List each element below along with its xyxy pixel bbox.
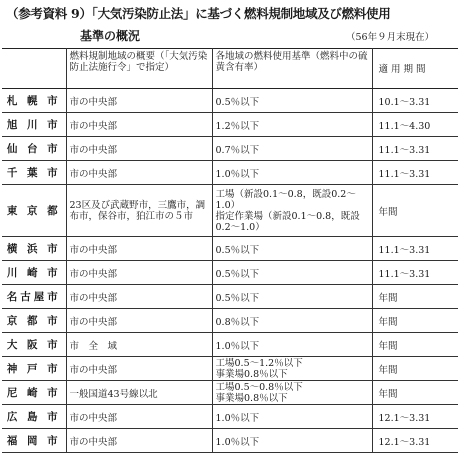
document-title: （参考資料 9）「大気汚染防止法」に基づく燃料規制地域及び燃料使用 xyxy=(6,6,391,21)
cell-area: 市の中央部 xyxy=(66,261,212,285)
document-subtitle: 基準の概況 xyxy=(80,29,141,43)
cell-city: 仙 台 市 xyxy=(2,137,66,161)
cell-city: 名古屋市 xyxy=(2,285,66,309)
cell-city: 京 都 市 xyxy=(2,309,66,333)
table-row xyxy=(2,237,458,261)
table-row xyxy=(2,405,458,429)
cell-standard: 0.5％以下 xyxy=(212,261,372,285)
cell-standard: 1.0％以下 xyxy=(212,161,372,185)
cell-city: 旭 川 市 xyxy=(2,113,66,137)
cell-city: 横 浜 市 xyxy=(2,237,66,261)
cell-standard: 1.2％以下 xyxy=(212,113,372,137)
cell-period: 年間 xyxy=(372,185,458,237)
cell-city: 神 戸 市 xyxy=(2,357,66,381)
cell-period: 年間 xyxy=(372,333,458,357)
cell-period: 11.1～3.31 xyxy=(372,237,458,261)
cell-standard: 0.5％以下 xyxy=(212,89,372,113)
cell-standard: 0.7％以下 xyxy=(212,137,372,161)
cell-area: 市の中央部 xyxy=(66,113,212,137)
cell-period: 10.1～3.31 xyxy=(372,89,458,113)
table-row xyxy=(2,309,458,333)
as-of-date: （56年９月末現在） xyxy=(346,32,435,43)
cell-period: 11.1～3.31 xyxy=(372,261,458,285)
table-row xyxy=(2,357,458,381)
cell-standard: 工場0.5～0.8％以下 事業場0.8％以下 xyxy=(212,381,372,405)
cell-period: 12.1～3.31 xyxy=(372,429,458,453)
cell-period: 年間 xyxy=(372,309,458,333)
header-area: 燃料規制地域の概要（「大気汚染防止法施行令」で指定） xyxy=(66,49,212,89)
table-row xyxy=(2,137,458,161)
cell-city: 尼 崎 市 xyxy=(2,381,66,405)
header-standard: 各地域の燃料使用基準（燃料中の硫黄含有率） xyxy=(212,49,372,89)
table-row xyxy=(2,161,458,185)
cell-standard: 0.5％以下 xyxy=(212,237,372,261)
cell-area: 市の中央部 xyxy=(66,89,212,113)
cell-period: 年間 xyxy=(372,381,458,405)
cell-area: 市の中央部 xyxy=(66,161,212,185)
cell-area: 市の中央部 xyxy=(66,285,212,309)
cell-standard: 1.0％以下 xyxy=(212,429,372,453)
cell-area: 市の中央部 xyxy=(66,357,212,381)
cell-area: 一般国道43号線以北 xyxy=(66,381,212,405)
cell-period: 11.1～3.31 xyxy=(372,161,458,185)
cell-period: 12.1～3.31 xyxy=(372,405,458,429)
cell-period: 年間 xyxy=(372,357,458,381)
cell-city: 東 京 都 xyxy=(2,185,66,237)
cell-standard: 0.8％以下 xyxy=(212,309,372,333)
cell-area: 市の中央部 xyxy=(66,429,212,453)
cell-area: 市 全 域 xyxy=(66,333,212,357)
table-row xyxy=(2,333,458,357)
cell-area: 市の中央部 xyxy=(66,405,212,429)
table-row xyxy=(2,285,458,309)
cell-city: 札 幌 市 xyxy=(2,89,66,113)
cell-standard: 1.0％以下 xyxy=(212,333,372,357)
cell-period: 年間 xyxy=(372,285,458,309)
table-row xyxy=(2,113,458,137)
cell-city: 大 阪 市 xyxy=(2,333,66,357)
cell-period: 11.1～3.31 xyxy=(372,137,458,161)
table-row xyxy=(2,429,458,453)
cell-city: 川 崎 市 xyxy=(2,261,66,285)
fuel-regulation-table xyxy=(2,48,458,453)
cell-area: 市の中央部 xyxy=(66,137,212,161)
table-row xyxy=(2,261,458,285)
cell-city: 福 岡 市 xyxy=(2,429,66,453)
cell-period: 11.1～4.30 xyxy=(372,113,458,137)
cell-standard: 工場0.5～1.2％以下 事業場0.8％以下 xyxy=(212,357,372,381)
header-period: 適 用 期 間 xyxy=(372,49,458,89)
cell-city: 広 島 市 xyxy=(2,405,66,429)
cell-city: 千 葉 市 xyxy=(2,161,66,185)
table-row xyxy=(2,89,458,113)
table-header-row xyxy=(2,49,458,89)
table-row xyxy=(2,185,458,237)
cell-area: 市の中央部 xyxy=(66,237,212,261)
header-city xyxy=(2,49,66,89)
table-row xyxy=(2,381,458,405)
cell-standard: 工場（新設0.1～0.8，既設0.2～1.0） 指定作業場（新設0.1～0.8，既設0.2～1.0） xyxy=(212,185,372,237)
cell-standard: 0.5％以下 xyxy=(212,285,372,309)
cell-area: 23区及び武蔵野市，三鷹市，調布市，保谷市，狛江市の５市 xyxy=(66,185,212,237)
cell-area: 市の中央部 xyxy=(66,309,212,333)
cell-standard: 1.0％以下 xyxy=(212,405,372,429)
